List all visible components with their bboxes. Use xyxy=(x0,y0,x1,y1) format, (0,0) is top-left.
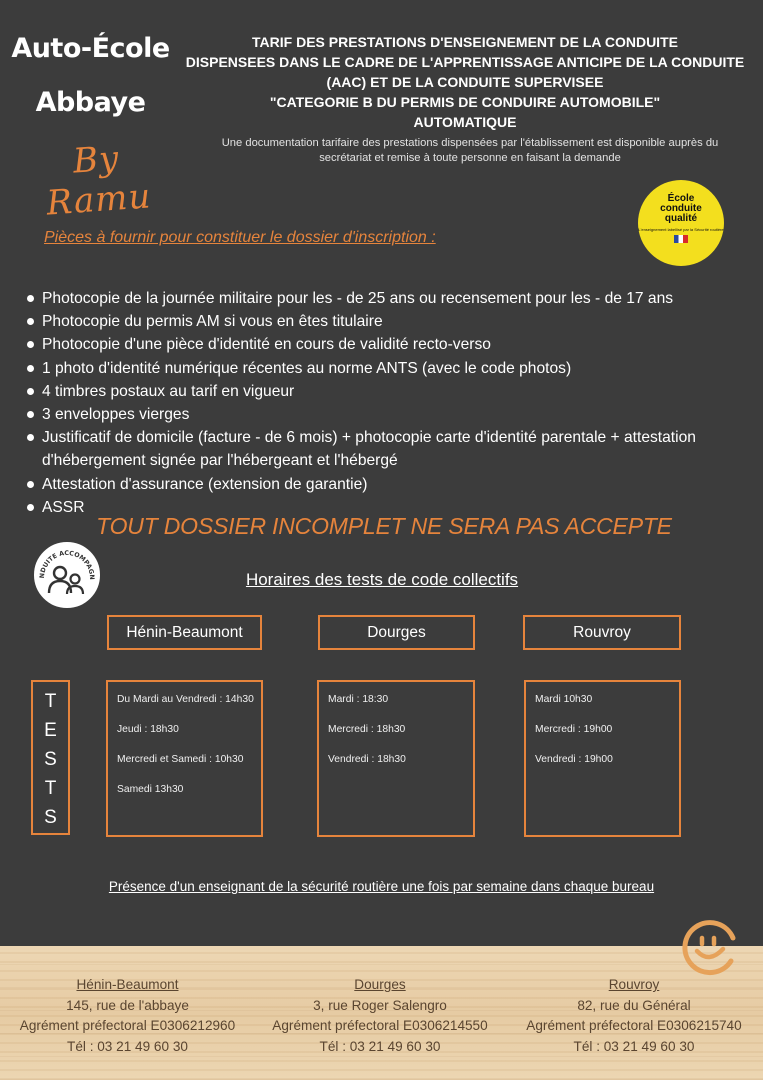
footer-office-dourges xyxy=(255,975,505,1057)
office-name-dourges: Dourges xyxy=(318,615,475,650)
brand-logo xyxy=(8,32,173,120)
tests-letter: T xyxy=(44,691,57,712)
tests-letter: E xyxy=(44,720,57,741)
footer-office-name: Rouvroy xyxy=(608,977,660,992)
footer-office-agrement: Agrément préfectoral E0306215740 xyxy=(526,1018,742,1033)
tests-label xyxy=(31,680,70,835)
schedule-time: Du Mardi au Vendredi : 14h30 xyxy=(117,694,254,705)
list-item: Attestation d'assurance (extension de garantie) xyxy=(24,473,744,496)
footer-office-henin xyxy=(0,975,255,1057)
ecole-conduite-qualite-badge-icon xyxy=(638,180,724,266)
schedule-time: Mercredi : 18h30 xyxy=(328,724,406,735)
footer-office-name: Hénin-Beaumont xyxy=(76,977,179,992)
footer-office-rouvroy xyxy=(505,975,763,1057)
schedule-box-dourges xyxy=(317,680,475,837)
footer-office-address: 145, rue de l'abbaye xyxy=(66,997,189,1013)
schedule-box-henin xyxy=(106,680,263,837)
footer-office-agrement: Agrément préfectoral E0306214550 xyxy=(272,1018,488,1033)
schedule-box-rouvroy xyxy=(524,680,681,837)
schedule-time: Mardi 10h30 xyxy=(535,694,593,705)
documents-list xyxy=(24,287,744,519)
conduite-accompagnee-text: NDUITE ACCOMPAGN xyxy=(38,549,96,580)
footer-office-address: 3, rue Roger Salengro xyxy=(313,997,447,1013)
schedule-time: Mardi : 18:30 xyxy=(328,694,389,705)
schedule-time: Vendredi : 18h30 xyxy=(328,754,406,765)
schedule-time: Mercredi et Samedi : 10h30 xyxy=(117,754,244,765)
schedule-time: Mercredi : 19h00 xyxy=(535,724,613,735)
subtitle-line: Une documentation tarifaire des prestations dispensées par l'établissement est disponible auprès du xyxy=(221,137,719,149)
page-title xyxy=(170,32,760,132)
documents-heading: Pièces à fournir pour constituer le dossier d'inscription : xyxy=(44,229,436,246)
footer-office-agrement: Agrément préfectoral E0306212960 xyxy=(19,1018,236,1033)
title-line: (AAC) ET DE LA CONDUITE SUPERVISEE xyxy=(326,74,604,90)
list-item: 3 enveloppes vierges xyxy=(24,403,744,426)
schedule-time: Samedi 13h30 xyxy=(117,784,184,795)
subtitle-line: secrétariat et remise à toute personne en faisant la demande xyxy=(319,152,621,164)
footer-office-address: 82, rue du Général xyxy=(577,997,691,1013)
badge-title: École conduite qualité xyxy=(660,193,702,224)
schedule-heading: Horaires des tests de code collectifs xyxy=(245,570,519,589)
tests-letter: S xyxy=(44,749,57,770)
presence-note: Présence d'un enseignant de la sécurité routière une fois par semaine dans chaque bureau xyxy=(108,879,655,894)
incomplete-warning: TOUT DOSSIER INCOMPLET NE SERA PAS ACCEPTE xyxy=(96,513,672,539)
list-item: Photocopie de la journée militaire pour les - de 25 ans ou recensement pour les - de 17 ans xyxy=(24,287,744,310)
title-line: "CATEGORIE B DU PERMIS DE CONDUIRE AUTOMOBILE" xyxy=(269,94,661,110)
title-line: DISPENSEES DANS LE CADRE DE L'APPRENTISSAGE ANTICIPE DE LA CONDUITE xyxy=(185,54,745,70)
list-item: 4 timbres postaux au tarif en vigueur xyxy=(24,380,744,403)
footer-office-tel: Tél : 03 21 49 60 30 xyxy=(319,1038,441,1054)
schedule-time: Vendredi : 19h00 xyxy=(535,754,613,765)
title-line: TARIF DES PRESTATIONS D'ENSEIGNEMENT DE LA CONDUITE xyxy=(252,34,678,50)
tests-letter: S xyxy=(44,807,57,828)
footer-office-tel: Tél : 03 21 49 60 30 xyxy=(67,1038,188,1054)
list-item: 1 photo d'identité numérique récentes au norme ANTS (avec le code photos) xyxy=(24,357,744,380)
page-subtitle xyxy=(180,136,760,166)
badge-subtitle: L'enseignement labellisé par la Sécurité routière xyxy=(638,227,724,232)
tests-letter: T xyxy=(44,778,57,799)
list-item: Photocopie du permis AM si vous en êtes titulaire xyxy=(24,310,744,333)
brand-line-1: Auto-École xyxy=(11,33,170,64)
office-name-henin: Hénin-Beaumont xyxy=(107,615,262,650)
footer xyxy=(0,946,763,1080)
footer-office-name: Dourges xyxy=(354,977,406,992)
list-item: ASSR xyxy=(24,496,744,519)
schedule-time: Jeudi : 18h30 xyxy=(117,724,179,735)
list-item: Justificatif de domicile (facture - de 6 mois) + photocopie carte d'identité parentale + attestation d'hébergement signée par l'hébergeant et l'hébergé xyxy=(24,426,744,472)
title-line: AUTOMATIQUE xyxy=(413,114,517,130)
brand-line-2: Abbaye xyxy=(35,87,146,118)
office-name-rouvroy: Rouvroy xyxy=(523,615,681,650)
french-flag-icon xyxy=(674,235,688,243)
footer-office-tel: Tél : 03 21 49 60 30 xyxy=(573,1038,695,1054)
list-item: Photocopie d'une pièce d'identité en cours de validité recto-verso xyxy=(24,333,744,356)
smiley-icon xyxy=(681,916,741,976)
brand-signature: By Ramu xyxy=(45,138,153,224)
